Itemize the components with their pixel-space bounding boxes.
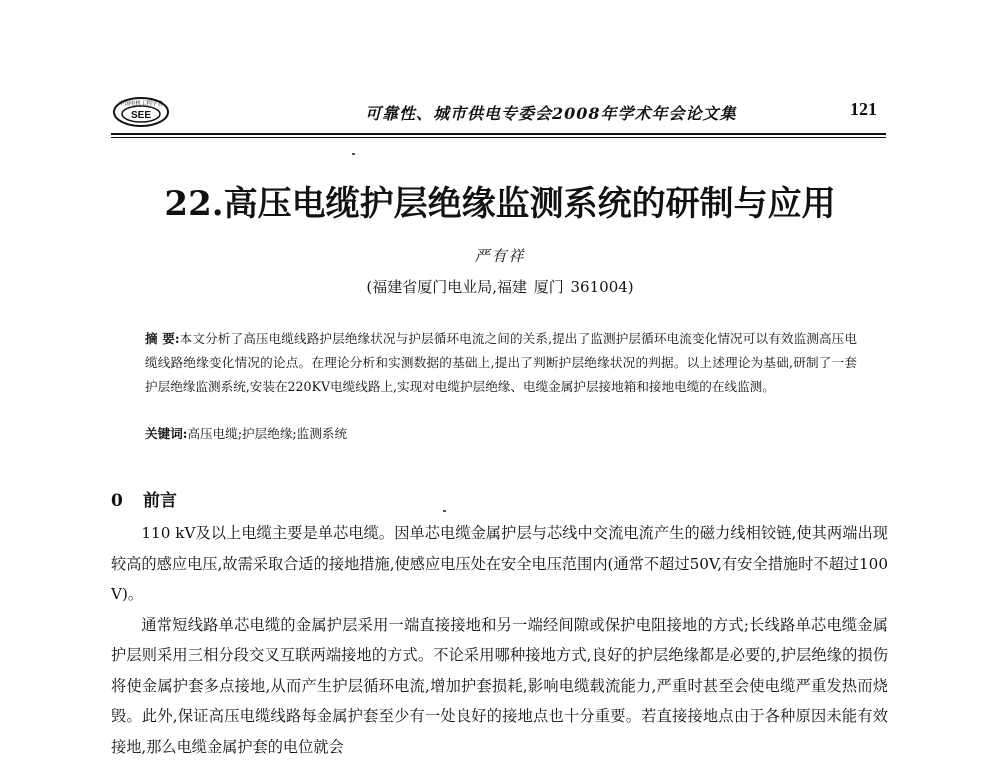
see-logo-icon <box>112 96 170 128</box>
abstract-text: 本文分析了高压电缆线路护层绝缘状况与护层循环电流之间的关系,提出了监测护层循环电流变化情况可以有效监测高压电缆线路绝缘变化情况的论点。在理论分析和实测数据的基础上,提出了判断护层绝缘状况的判据。以上述理论为基础,研制了一套护层绝缘监测系统,安装在220KV电缆线路上,实现对电缆护层绝缘、电缆金属护层接地箱和接地电缆的在线监测。 <box>145 331 857 394</box>
keywords-text: 高压电缆;护层绝缘;监测系统 <box>187 426 347 441</box>
abstract-label: 摘 要: <box>145 331 180 346</box>
body-paragraph: 110 kV及以上电缆主要是单芯电缆。因单芯电缆金属护层与芯线中交流电流产生的磁力线相铰链,使其两端出现较高的感应电压,故需采取合适的接地措施,使感应电压处在安全电压范围内(通常不超过50V,有安全措施时不超过100 V)。 <box>111 518 888 610</box>
journal-title: 可靠性、城市供电专委会2008年学术年会论文集 <box>365 101 737 124</box>
keywords-label: 关键词: <box>145 426 187 441</box>
scan-speck <box>443 510 446 512</box>
section-title: 前言 <box>143 491 177 511</box>
logo-caption: 中国电机工程学会 <box>119 99 164 107</box>
body-paragraph: 通常短线路单芯电缆的金属护层采用一端直接接地和另一端经间隙或保护电阻接地的方式;长线路单芯电缆金属护层则采用三相分段交叉互联两端接地的方式。不论采用哪种接地方式,良好的护层绝缘都是必要的,护层绝缘的损伤将使金属护套多点接地,从而产生护层循环电流,增加护套损耗,影响电缆载流能力,严重时甚至会使电缆严重发热而烧毁。此外,保证高压电缆线路每金属护套至少有一处良好的接地点也十分重要。若直接接地点由于各种原因未能有效接地,那么电缆金属护套的电位就会 <box>111 610 888 762</box>
scan-speck <box>352 153 355 155</box>
author-name: 严有祥 <box>0 245 1000 266</box>
society-logo <box>112 96 170 128</box>
page-number: 121 <box>850 99 877 120</box>
header-rule-thin <box>111 137 886 138</box>
logo-text: SEE <box>131 110 151 121</box>
body-text <box>111 518 888 762</box>
keywords <box>145 422 857 446</box>
author-affiliation: (福建省厦门电业局,福建 厦门 361004) <box>0 276 1000 297</box>
abstract <box>145 327 857 399</box>
section-number: 0 <box>111 491 143 511</box>
article-title: 22.高压电缆护层绝缘监测系统的研制与应用 <box>0 176 1000 225</box>
header-rule <box>111 133 886 135</box>
section-heading <box>111 486 177 511</box>
